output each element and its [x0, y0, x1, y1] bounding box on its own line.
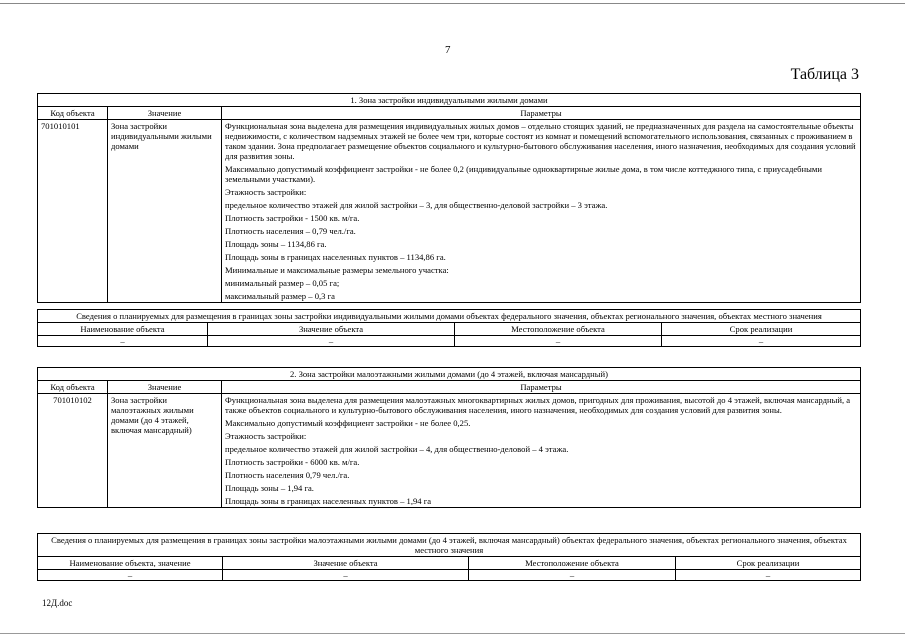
zone1-title: 1. Зона застройки индивидуальными жилыми домами	[38, 94, 861, 107]
zone1-col-code: Код объекта	[38, 107, 108, 120]
zone2-table	[37, 367, 861, 508]
zone2-objects-cell: –	[223, 570, 469, 581]
zone2-col-value: Значение	[108, 381, 222, 394]
zone1-param: Максимально допустимый коэффициент застройки - не более 0,2 (индивидуальные одноквартирные жилые дома, в том числе коттеджного типа, с приусадебными земельными участками).	[225, 164, 822, 184]
top-border-line	[0, 3, 905, 4]
zone1-param: максимальный размер – 0,3 га	[225, 291, 335, 301]
zone2-param: Площадь зоны в границах населенных пунктов – 1,94 га	[225, 496, 432, 506]
zone2-objects-col: Местоположение объекта	[469, 557, 676, 570]
zone2-name: Зона застройки малоэтажных жилыми домами (до 4 этажей, включая мансардный)	[108, 394, 222, 508]
zone1-name: Зона застройки индивидуальными жилыми домами	[108, 120, 222, 303]
zone1-param: Этажность застройки:	[225, 187, 307, 197]
zone2-params	[222, 394, 861, 508]
zone1-objects-cell: –	[38, 336, 208, 347]
zone2-param: Функциональная зона выделена для размещения малоэтажных многоквартирных жилых домов, пригодных для проживания, высотой до 4 этажей, включая мансардный, а также объектов социального и культурно-бытового обслуживания населения, иного назначения, необходимых для создания условий для развития зоны.	[225, 395, 851, 415]
zone1-params	[222, 120, 861, 303]
zone2-param: Площадь зоны – 1,94 га.	[225, 483, 314, 493]
zone2-objects-cell: –	[38, 570, 223, 581]
zone2-objects-col: Наименование объекта, значение	[38, 557, 223, 570]
zone2-objects-table	[37, 533, 861, 581]
zone2-param: Плотность застройки - 6000 кв. м/га.	[225, 457, 360, 467]
table-label: Таблица 3	[790, 66, 859, 83]
zone1-param: Плотность населения – 0,79 чел./га.	[225, 226, 356, 236]
page-number: 7	[445, 44, 451, 56]
zone2-objects-col: Значение объекта	[223, 557, 469, 570]
zone2-param: Плотность населения 0,79 чел./га.	[225, 470, 350, 480]
zone1-objects-col: Значение объекта	[208, 323, 455, 336]
zone1-param: Плотность застройки - 1500 кв. м/га.	[225, 213, 360, 223]
zone1-col-params: Параметры	[222, 107, 861, 120]
zone1-param: предельное количество этажей для жилой застройки – 3, для общественно-деловой застройки – 3 этажа.	[225, 200, 608, 210]
zone1-objects-cell: –	[208, 336, 455, 347]
footer-filename: 12Д.doc	[42, 598, 73, 608]
zone1-param: Функциональная зона выделена для размещения индивидуальных жилых домов – отдельно стоящих зданий, не предназначенных для раздела на самостоятельные объекты недвижимости, с количеством надземных этажей не более чем три, которые состоят из комнат и помещений вспомогательного использования, связанных с проживанием в таком здании. Зона предполагает размещение объектов социального и культурно-бытового обслуживания населения, иного назначения, необходимых для создания условий для развития зоны.	[225, 121, 856, 161]
zone1-param: Минимальные и максимальные размеры земельного участка:	[225, 265, 449, 275]
zone2-objects-col: Срок реализации	[676, 557, 861, 570]
zone2-param: Этажность застройки:	[225, 431, 307, 441]
zone2-title: 2. Зона застройки малоэтажными жилыми домами (до 4 этажей, включая мансардный)	[38, 368, 861, 381]
zone2-param: Максимально допустимый коэффициент застройки - не более 0,25.	[225, 418, 471, 428]
zone2-param: предельное количество этажей для жилой застройки – 4, для общественно-деловой – 4 этажа.	[225, 444, 569, 454]
zone1-param: минимальный размер – 0,05 га;	[225, 278, 340, 288]
zone1-param: Площадь зоны в границах населенных пунктов – 1134,86 га.	[225, 252, 446, 262]
zone2-objects-cell: –	[469, 570, 676, 581]
zone2-objects-cell: –	[676, 570, 861, 581]
zone1-objects-col: Срок реализации	[662, 323, 861, 336]
zone1-objects-title: Сведения о планируемых для размещения в границах зоны застройки индивидуальными жилыми домами объектах федерального значения, объектах регионального значения, объектах местного значения	[38, 310, 861, 323]
bottom-border-line	[0, 633, 905, 634]
zone1-objects-cell: –	[455, 336, 662, 347]
zone1-col-value: Значение	[108, 107, 222, 120]
zone1-code: 701010101	[38, 120, 108, 303]
zone1-objects-col: Местоположение объекта	[455, 323, 662, 336]
zone1-objects-col: Наименование объекта	[38, 323, 208, 336]
zone2-col-code: Код объекта	[38, 381, 108, 394]
zone2-col-params: Параметры	[222, 381, 861, 394]
zone2-objects-title: Сведения о планируемых для размещения в границах зоны застройки малоэтажными жилыми домами (до 4 этажей, включая мансардный) объектах федерального значения, объектах регионального значения, объектах местного значения	[38, 534, 861, 557]
zone1-param: Площадь зоны – 1134,86 га.	[225, 239, 327, 249]
zone1-table	[37, 93, 861, 303]
zone1-objects-cell: –	[662, 336, 861, 347]
zone1-objects-table	[37, 309, 861, 347]
zone2-code: 701010102	[38, 394, 108, 508]
